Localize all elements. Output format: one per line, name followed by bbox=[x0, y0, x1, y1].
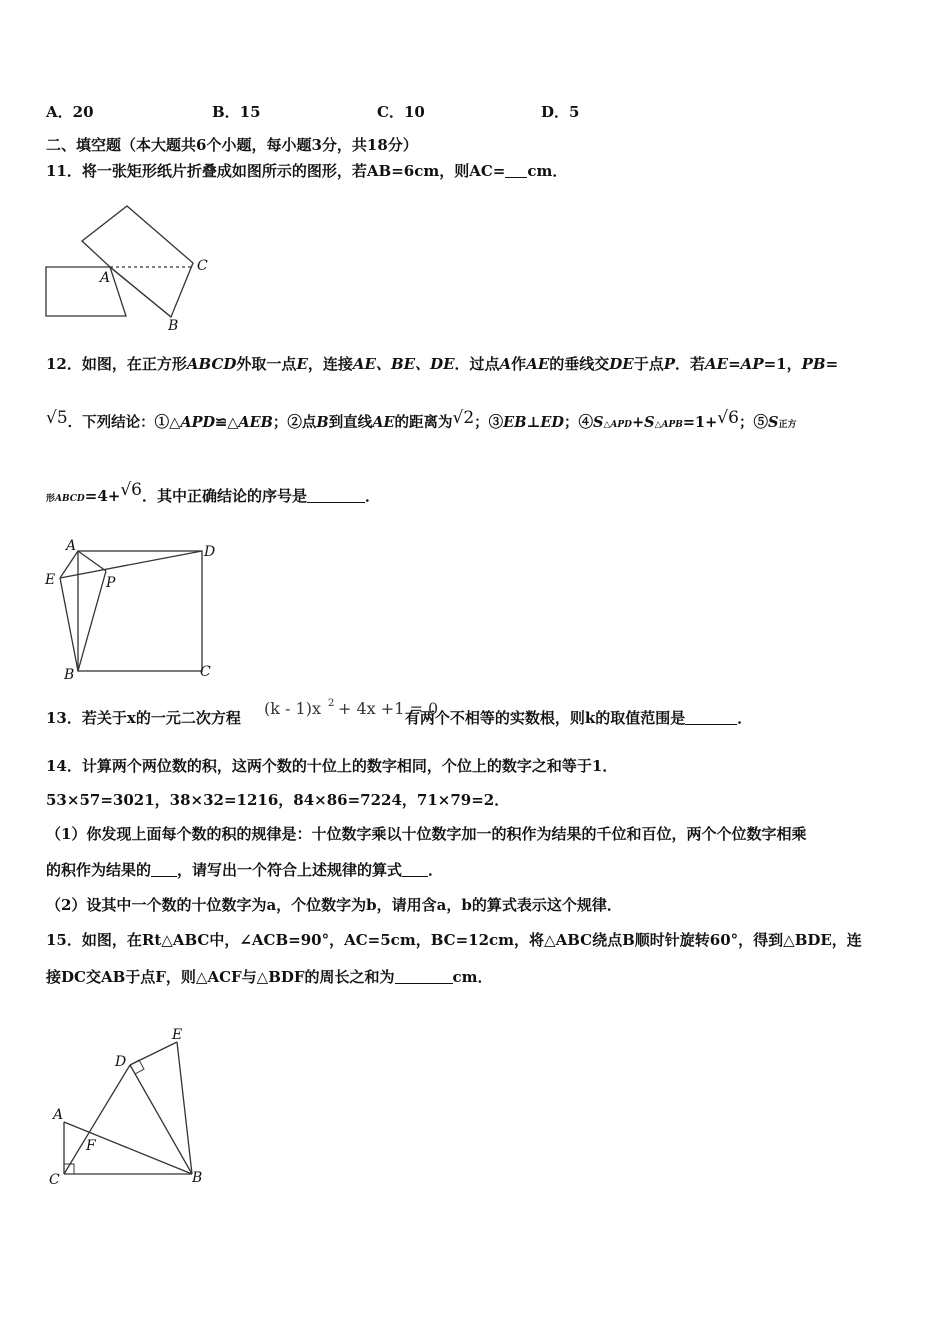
answer-blank bbox=[505, 163, 527, 178]
q14-line5: （2）设其中一个数的十位数字为a，个位数字为b，请用含a，b的算式表示这个规律． bbox=[46, 896, 622, 914]
q11-figure bbox=[40, 200, 230, 340]
label-c: C bbox=[200, 664, 211, 680]
label-p: P bbox=[106, 575, 116, 591]
answer-blank bbox=[307, 488, 365, 503]
option-c: C．10 bbox=[377, 103, 425, 121]
option-d: D．5 bbox=[541, 103, 580, 121]
q13-equation bbox=[262, 694, 439, 724]
q12-line3: 形ABCD=4+√6．其中正确结论的序号是 ． bbox=[46, 480, 381, 505]
q15-line1: 15．如图，在Rt△ABC中，∠ACB=90°，AC=5cm，BC=12cm，将△ABC绕点B顺时针旋转60°，得到△BDE，连 bbox=[46, 931, 862, 949]
svg-text:2: 2 bbox=[328, 698, 335, 709]
label-c: C bbox=[49, 1172, 60, 1188]
answer-blank bbox=[151, 862, 177, 877]
label-c: C bbox=[197, 258, 208, 274]
option-a: A．20 bbox=[46, 103, 94, 121]
option-b: B．15 bbox=[212, 103, 261, 121]
label-a: A bbox=[66, 538, 77, 554]
q14-line4: 的积作为结果的 ，请写出一个符合上述规律的算式 ． bbox=[46, 861, 444, 879]
label-b: B bbox=[168, 318, 179, 334]
label-b: B bbox=[64, 667, 75, 683]
q11-text: 11．将一张矩形纸片折叠成如图所示的图形，若AB=6cm，则AC= cm． bbox=[46, 162, 568, 180]
q15-line2: 接DC交AB于点F，则△ACF与△BDF的周长之和为 cm． bbox=[46, 968, 493, 986]
svg-text:+ 4x +1 = 0: + 4x +1 = 0 bbox=[338, 699, 439, 718]
label-e: E bbox=[45, 572, 56, 588]
q12-figure bbox=[40, 536, 230, 686]
q12-line1: 12．如图，在正方形ABCD外取一点E，连接AE、BE、DE．过点A作AE的垂线交DE于点P．若AE=AP=1，PB= bbox=[46, 355, 839, 373]
label-f: F bbox=[86, 1138, 96, 1154]
answer-blank bbox=[402, 862, 428, 877]
label-e: E bbox=[172, 1027, 183, 1043]
svg-text:(k - 1)x: (k - 1)x bbox=[264, 699, 321, 718]
answer-blank bbox=[685, 710, 737, 725]
q14-line2: 53×57=3021，38×32=1216，84×86=7224，71×79=2． bbox=[46, 791, 510, 809]
label-d: D bbox=[115, 1054, 127, 1070]
label-a: A bbox=[100, 270, 111, 286]
answer-blank bbox=[395, 969, 453, 984]
label-d: D bbox=[204, 544, 216, 560]
section-title: 二、填空题（本大题共6个小题，每小题3分，共18分） bbox=[46, 136, 418, 154]
q15-figure bbox=[44, 1022, 224, 1192]
q12-line2: √5．下列结论：①△APD≌△AEB；②点B到直线AE的距离为√2；③EB⊥ED；④S△APD+S△APB=1+√6；⑤S正方 bbox=[46, 408, 797, 431]
label-a: A bbox=[53, 1107, 64, 1123]
q14-line3: （1）你发现上面每个数的积的规律是：十位数字乘以十位数字加一的积作为结果的千位和百位，两个个位数字相乘 bbox=[46, 825, 807, 843]
q13-text: 13．若关于x的一元二次方程 有两个不相等的实数根，则k的取值范围是 ． bbox=[46, 709, 753, 727]
label-b: B bbox=[192, 1170, 203, 1186]
q14-line1: 14．计算两个两位数的积，这两个数的十位上的数字相同，个位上的数字之和等于1． bbox=[46, 757, 618, 775]
